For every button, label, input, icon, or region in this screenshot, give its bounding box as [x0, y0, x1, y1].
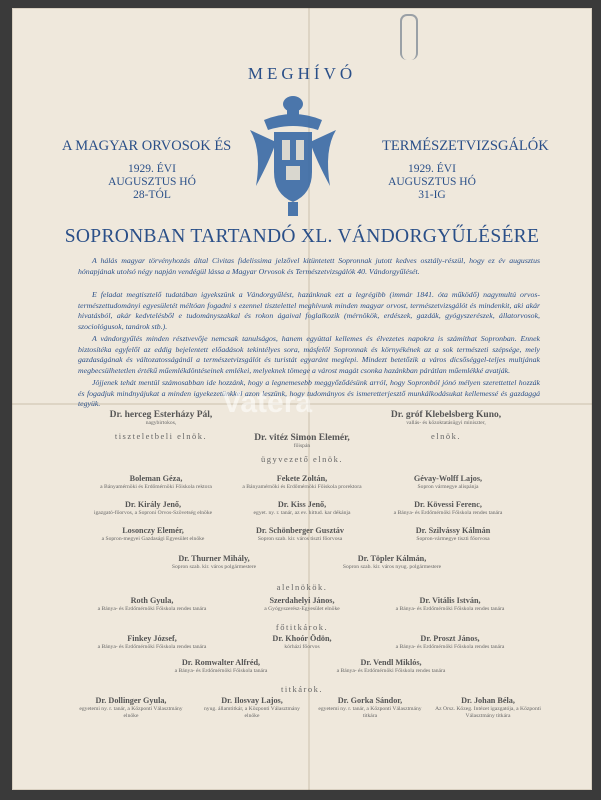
secretary-bottom: Dr. Gorka Sándor, egyetemi ny. r. tanár, a Központi Választmány titkára: [318, 696, 422, 719]
watermark: Vatera: [222, 386, 313, 419]
secretary: Dr. Khoór Ödön, kórházi főorvos: [272, 634, 332, 650]
vice-president: Boleman Géza, a Bányamérnöki és Erdőmérnöki Főiskola rektora: [100, 474, 212, 490]
label-honorary-president: tiszteletbeli elnök.: [114, 431, 208, 441]
vice-president: Fekete Zoltán, a Bányamérnöki és Erdőmérnöki Főiskola prorektora: [242, 474, 362, 490]
secretary: Finkey József, a Bánya- és Erdőmérnöki Főiskola rendes tanára: [97, 634, 207, 650]
dates-right: 1929. ÉVI AUGUSZTUS HÓ 31-IG: [388, 163, 476, 201]
vice-president: Dr. Schönberger Gusztáv Sopron szab. kir. város tiszti főorvosa: [255, 526, 344, 542]
vice-president: Dr. Kövessi Ferenc, a Bánya- és Erdőmérnöki Főiskola rendes tanára: [393, 500, 503, 516]
paper-clip-icon: [400, 14, 418, 60]
org-name-right: TERMÉSZETVIZSGÁLÓK: [382, 138, 549, 154]
president-honorary: Dr. herceg Esterházy Pál, nagybirtokos,: [109, 410, 213, 426]
paragraph-1: A hálás magyar törvényhozás által Civitas fidelissima jelzővel kitüntetett Sopronnak jutott kedves osztály-részül, hogy ez év augusztus hónapjának utolsó négy napján vendégül lássa a Magyar Orvosok és Természetvizsgálók 40. Vándorgyűlését.: [78, 256, 540, 276]
general-secretary: Dr. Vitális István, a Bánya- és Erdőmérnöki Főiskola rendes tanára: [395, 596, 505, 612]
managing-president: Dr. vitéz Simon Elemér, főispán: [254, 433, 350, 449]
paragraph-3: A vándorgyűlés minden résztvevője nemcsak tanulságos, hanem egyúttal kellemes és élvezetes napokra is számíthat Sopronban. Ennek biztosítéka egyfelől az eddig bejelentett előadások tekintélyes sora, másfelől Sopronnak és környékének az a sok természeti szépsége, mely gazdaságának és változatosságánál a természetvizsgálót és turistát egyaránt meglepi. Mindezt betetőzik a város dicsőséggel-teljes multjának megbecsülhetetlen értékű műemlékdöntéseinek emlékei, melyeknek tömege a várost magát csonka hazánkban párátlan műemlékké avatják.: [78, 334, 540, 376]
secretary-bottom: Dr. Dollinger Gyula, egyetemi ny. r. tanár, a Központi Választmány elnöke: [79, 696, 183, 719]
paragraph-4: Jöjjenek tehát mentül számosabban ide hozzánk, hogy a legnemesebb meggyőződésünk arról, hogy Sopronból jónó mélyen szerettettel hozzák és fogadjuk mindnyájukat a minden igyekezetünkkel azon leszünk, hogy tudományos és ismeretterjesztő munkálkodásukat kellemessé és gazdaggá tegyük.: [78, 378, 540, 409]
secretary: Dr. Romwalter Alfréd, a Bánya- és Erdőmérnöki Főiskola tanára: [174, 658, 268, 674]
label-general-secretaries: főtitkárok.: [275, 622, 329, 632]
president: Dr. gróf Klebelsberg Kuno, vallás- és közoktatásügyi miniszter,: [390, 410, 502, 426]
vice-president: Dr. Kiss Jenő, egyet. ny. r. tanár, az ev. hittud. kar dékánja: [253, 500, 351, 516]
vice-president: Losonczy Elemér, a Sopron-megyei Gazdasági Egyesület elnöke: [101, 526, 205, 542]
secretary: Dr. Proszt János, a Bánya- és Erdőmérnöki Főiskola rendes tanára: [395, 634, 505, 650]
secretary-bottom: Dr. Johan Béla, Az Orsz. Közeg. Intézet igazgatója, a Központi Választmány titkára: [435, 696, 541, 719]
vice-president: Dr. Thurner Mihály, Sopron szab. kir. város polgármestere: [171, 554, 257, 570]
label-secretaries: titkárok.: [280, 684, 324, 694]
vice-president: Dr. Töpler Kálmán, Sopron szab. kir. város nyug. polgármestere: [342, 554, 442, 570]
general-secretary: Szerdahelyi János, a Gyógyszerész-Egyesület elnöke: [264, 596, 340, 612]
invitation-sheet: [12, 8, 592, 790]
paragraph-2: E feladat megtisztelő tudatában igyekszünk a Vándorgyűlést, hazánknak ezt a legrégibb (immár 1841. óta működő) nagymultú orvos-természettudományi egyesületét méltóan fogadni s ezennel tisztelettel meghívunk minden magyar orvost, természetvizsgálót és mindenkit, aki akár hivatásból, akár kedvtelésből e tudományszakkal és rokon ágaival foglalkozik (mérnökök, erdészek, gazdák, gyógyszerészek, állatorvosok, szociológusok, tanárok stb.).: [78, 290, 540, 332]
label-vice-presidents: alelnökök.: [276, 582, 328, 592]
secretary: Dr. Vendl Miklós, a Bánya- és Erdőmérnöki Főiskola rendes tanára: [336, 658, 446, 674]
dates-left: 1929. ÉVI AUGUSZTUS HÓ 28-TÓL: [108, 163, 196, 201]
org-name-left: A MAGYAR ORVOSOK ÉS: [62, 138, 232, 154]
vice-president: Gévay-Wolff Lajos, Sopron vármegye alispánja: [413, 474, 483, 490]
secretary-bottom: Dr. Ilosvay Lajos, nyug. államtitkár, a Központi Választmány elnöke: [204, 696, 300, 719]
label-managing-president: ügyvezető elnök.: [260, 454, 344, 464]
coat-of-arms-icon: [244, 90, 342, 220]
invitation-title: MEGHÍVÓ: [247, 64, 357, 83]
general-secretary: Roth Gyula, a Bánya- és Erdőmérnöki Főiskola rendes tanára: [97, 596, 207, 612]
event-title: SOPRONBAN TARTANDÓ XL. VÁNDORGYŰLÉSÉRE: [64, 226, 540, 247]
vice-president: Dr. Szilvássy Kálmán Sopron-vármegye tiszti főorvosa: [415, 526, 491, 542]
vice-president: Dr. Király Jenő, igazgató-főorvos, a Soproni Orvos-Szövetség elnöke: [93, 500, 213, 516]
label-president: elnök.: [430, 431, 461, 441]
